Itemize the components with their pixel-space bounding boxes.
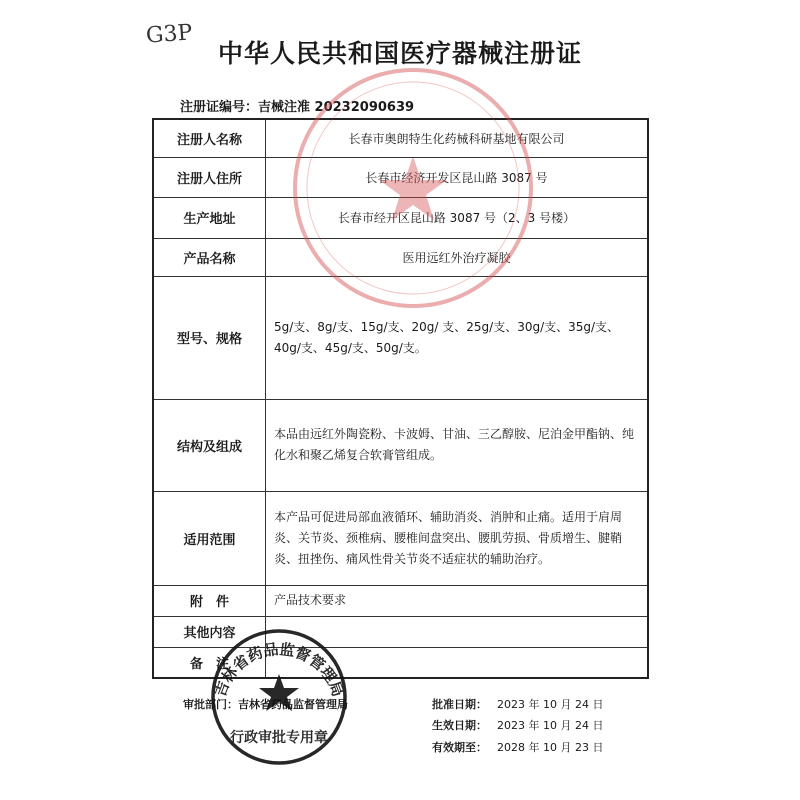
row-value: 医用远红外治疗凝胶 <box>266 238 649 276</box>
registration-number-label: 注册证编号： <box>180 100 259 115</box>
effective-date <box>432 717 603 733</box>
row-label: 产品名称 <box>153 238 266 276</box>
row-value: 产品技术要求 <box>266 585 649 616</box>
table-row <box>153 491 648 585</box>
row-label: 其他内容 <box>153 616 266 647</box>
seal-bottom-text: 行政审批专用章 <box>230 730 328 746</box>
seal-ring-text: 吉林省药品监督管理局 <box>210 640 348 700</box>
table-row <box>153 399 648 491</box>
approval-date-label: 批准日期： <box>432 698 487 711</box>
handwritten-note: G3P <box>145 20 194 49</box>
red-seal-upper <box>283 58 543 318</box>
row-label: 附 件 <box>153 585 266 616</box>
row-label: 结构及组成 <box>153 399 266 491</box>
row-value: 长春市奥朗特生化药械科研基地有限公司 <box>266 119 649 157</box>
row-label: 注册人名称 <box>153 119 266 157</box>
effective-date-label: 生效日期： <box>432 719 487 732</box>
row-value: 本产品可促进局部血液循环、辅助消炎、消肿和止痛。适用于肩周炎、关节炎、颈椎病、腰椎间盘突出、腰肌劳损、骨质增生、腱鞘炎、扭挫伤、痛风性骨关节炎不适症状的辅助治疗。 <box>266 491 649 585</box>
approval-date <box>432 696 603 712</box>
approval-department-value: 吉林省药品监督管理局 <box>238 698 348 711</box>
row-label: 生产地址 <box>153 197 266 238</box>
administrative-approval-seal <box>204 622 354 772</box>
row-value: 5g/支、8g/支、15g/支、20g/ 支、25g/支、30g/支、35g/支、40g/支、45g/支、50g/支。 <box>266 276 649 399</box>
effective-date-value: 2023 年 10 月 24 日 <box>497 719 604 732</box>
row-label: 适用范围 <box>153 491 266 585</box>
approval-department-label: 审批部门： <box>183 698 238 711</box>
row-value: 长春市经济开发区昆山路 3087 号 <box>266 157 649 197</box>
row-label: 备 注 <box>153 647 266 678</box>
expiry-date-value: 2028 年 10 月 23 日 <box>497 741 604 754</box>
expiry-date-label: 有效期至： <box>432 741 487 754</box>
row-value: 长春市经开区昆山路 3087 号（2、3 号楼） <box>266 197 649 238</box>
registration-number-value: 吉械注准 20232090639 <box>258 100 415 115</box>
row-label: 型号、规格 <box>153 276 266 399</box>
page-title: 中华人民共和国医疗器械注册证 <box>217 39 582 68</box>
expiry-date <box>432 739 603 755</box>
row-value: 本品由远红外陶瓷粉、卡波姆、甘油、三乙醇胺、尼泊金甲酯钠、纯化水和聚乙烯复合软膏管组成。 <box>266 399 649 491</box>
approval-date-value: 2023 年 10 月 24 日 <box>497 698 604 711</box>
row-label: 注册人住所 <box>153 157 266 197</box>
table-row <box>153 585 648 616</box>
